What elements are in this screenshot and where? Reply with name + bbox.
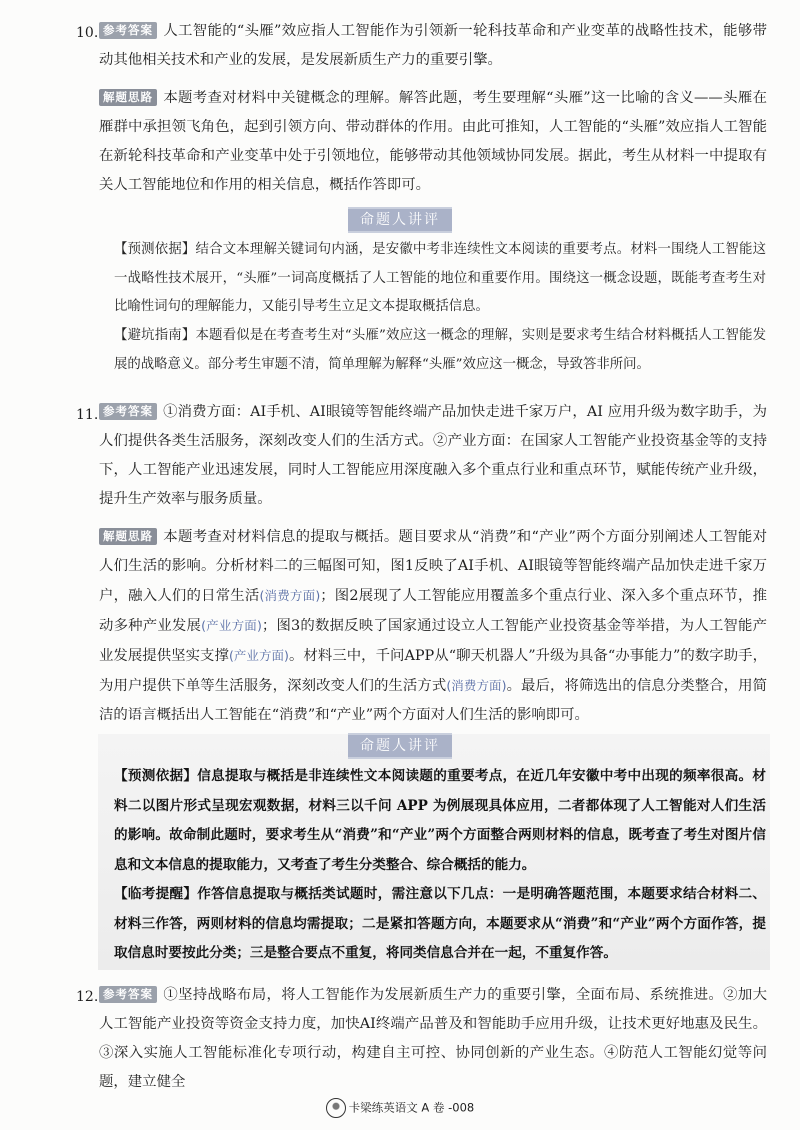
- commentary-banner: 命题人讲评: [348, 207, 452, 233]
- answer-paragraph: [99, 17, 767, 75]
- analysis-tag: 解题思路: [99, 528, 157, 545]
- answer-tag: 参考答案: [99, 403, 157, 420]
- analysis-text-1: 本题考查对材料信息的提取与概括。题目要求从“消费”和“产业”两个方面分别阐述人工智能对人们生活的影响。分析材料二的三幅图可知，图1反映了AI手机、AI眼镜等智能终端产品加快走进千家万户，融入人们的日常生活: [99, 529, 767, 604]
- note-industry: (产业方面): [201, 618, 262, 633]
- note-consumer: (消费方面): [259, 588, 321, 603]
- answer-text: 人工智能的“头雁”效应指人工智能作为引领新一轮科技革命和产业变革的战略性技术，能够带动其他相关技术和产业的发展，是发展新质生产力的重要引擎。: [99, 23, 767, 68]
- answer-text: ①坚持战略布局，将人工智能作为发展新质生产力的重要引擎，全面布局、系统推进。②加大人工智能产业投资等资金支持力度，加快AI终端产品普及和智能助手应用升级，让技术更好地惠及民生。③深入实施人工智能标准化专项行动，构建自主可控、协同创新的产业生态。④防范人工智能幻觉等问题，建立健全: [99, 987, 767, 1090]
- answer-paragraph: [99, 981, 767, 1097]
- answer-tag: 参考答案: [99, 986, 157, 1003]
- analysis-paragraph: [99, 84, 767, 200]
- footer-text: 卡梁练英语文 A 卷 -008: [348, 1100, 475, 1115]
- answer-tag: 参考答案: [99, 22, 157, 39]
- pitfall-guide: 【避坑指南】本题看似是在考查考生对“头雁”效应这一概念的理解，实则是要求考生结合材料概括人工智能发展的战略意义。部分考生审题不清，简单理解为解释“头雁”效应这一概念，导致答非所问。: [114, 328, 766, 372]
- analysis-text-4: 。材料三中，千问APP从“聊天机器人”升级为具备“办事能力”的数字助手，为用户提供下单等生活服务，深刻改变人们的生活方式: [99, 648, 767, 694]
- analysis-text: 本题考查对材料中关键概念的理解。解答此题，考生要理解“头雁”这一比喻的含义——头雁在雁群中承担领飞角色，起到引领方向、带动群体的作用。由此可推知，人工智能的“头雁”效应指人工智能在新轮科技革命和产业变革中处于引领地位，能够带动其他领域协同发展。据此，考生从材料一中提取有关人工智能地位和作用的相关信息，概括作答即可。: [99, 90, 767, 193]
- page-footer: [0, 1098, 800, 1118]
- commentary-banner: 命题人讲评: [348, 733, 452, 759]
- analysis-tag: 解题思路: [99, 89, 157, 106]
- answer-text: ①消费方面：AI手机、AI眼镜等智能终端产品加快走进千家万户，AI 应用升级为数字助手，为人们提供各类生活服务，深刻改变人们的生活方式。②产业方面：在国家人工智能产业投资基金等的支持下，人工智能产业迅速发展，同时人工智能应用深度融入多个重点行业和重点环节，赋能传统产业升级，提升生产效率与服务质量。: [99, 404, 767, 507]
- answer-paragraph: [99, 398, 767, 514]
- exam-reminder: 【临考提醒】作答信息提取与概括类试题时，需注意以下几点：一是明确答题范围，本题要求结合材料二、材料三作答，两则材料的信息均需提取；二是紧扣答题方向，本题要求从“消费”和“产业”两个方面作答，提取信息时要按此分类；三是整合要点不重复，将同类信息合并在一起，不重复作答。: [114, 886, 766, 961]
- note-consumer: (消费方面): [446, 678, 507, 693]
- analysis-text-2: ；图2展现了人工智能应用覆盖多个重点行业、深入多个重点环节，推动多种产业发展: [99, 588, 767, 634]
- question-number: 11.: [76, 407, 99, 423]
- note-industry: (产业方面): [228, 648, 289, 663]
- question-number: 12.: [76, 989, 99, 1005]
- prediction-basis: 【预测依据】信息提取与概括是非连续性文本阅读题的重要考点，在近几年安徽中考中出现的频率很高。材料二以图片形式呈现宏观数据，材料三以千问 APP 为例展现具体应用，二者都体现了人工智能对人们生活的影响。故命制此题时，要求考生从“消费”和“产业”两个方面整合两则材料的信息，既考查了考生对图片信息和文本信息的提取能力，又考查了考生分类整合、综合概括的能力。: [114, 768, 766, 873]
- brand-logo-icon: [326, 1098, 346, 1118]
- analysis-text-3: ；图3的数据反映了国家通过设立人工智能产业投资基金等举措，为人工智能产业发展提供坚实支撑: [99, 618, 767, 664]
- analysis-paragraph: [99, 523, 767, 730]
- question-number: 10.: [76, 25, 99, 41]
- prediction-basis: 【预测依据】结合文本理解关键词句内涵，是安徽中考非连续性文本阅读的重要考点。材料一围绕人工智能这一战略性技术展开，“头雁”一词高度概括了人工智能的地位和重要作用。围绕这一概念设题，既能考查考生对比喻性词句的理解能力，又能引导考生立足文本提取概括信息。: [114, 242, 766, 314]
- analysis-text-5: 。最后，将筛选出的信息分类整合，用简洁的语言概括出人工智能在“消费”和“产业”两个方面对人们生活的影响即可。: [99, 678, 767, 723]
